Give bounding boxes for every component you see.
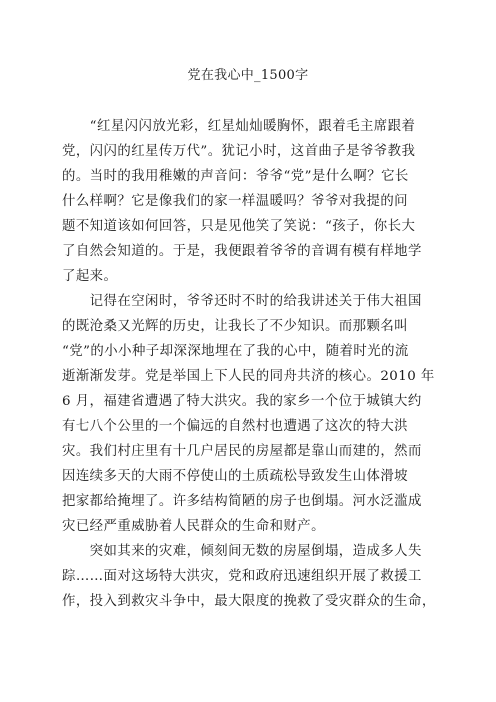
paragraph-line: 有七八个公里的一个偏远的自然村也遭遇了这次的特大洪 <box>62 419 409 434</box>
paragraph-line: “红星闪闪放光彩，红星灿灿暖胸怀，跟着毛主席跟着 <box>62 119 416 134</box>
paragraph-line: 突如其来的灾难，倾刻间无数的房屋倒塌，造成多人失 <box>62 544 422 559</box>
paragraph-line: 了自然会知道的。于是，我便跟着爷爷的音调有模有样地学 <box>62 244 422 259</box>
paragraph-line: 记得在空闲时，爷爷还时不时的给我讲述关于伟大祖国 <box>62 294 422 309</box>
paragraph-line: 逝渐渐发芽。党是举国上下人民的同舟共济的核心。2010 年 <box>62 369 435 384</box>
paragraph-line: 6 月，福建省遭遇了特大洪灾。我的家乡一个位于城镇大约 <box>62 394 422 409</box>
paragraph-line: 的既沧桑又光辉的历史，让我长了不少知识。而那颗名叫 <box>62 319 409 334</box>
paragraph-line: 踪……面对这场特大洪灾，党和政府迅速组织开展了救援工 <box>62 569 422 584</box>
paragraph-line: “党”的小小种子却深深地埋在了我的心中，随着时光的流 <box>62 344 409 359</box>
paragraph-line: 题不知道该如何回答，只是见他笑了笑说：“孩子，你长大 <box>62 219 416 234</box>
paragraph-line: 了起来。 <box>62 269 118 284</box>
paragraph-line: 什么样啊？它是像我们的家一样温暖吗？爷爷对我提的问 <box>62 194 409 209</box>
paragraph-line: 把家都给掩埋了。许多结构简陋的房子也倒塌。河水泛滥成 <box>62 494 422 509</box>
paragraph-line: 作，投入到救灾斗争中，最大限度的挽救了受灾群众的生命， <box>62 594 436 609</box>
paragraph-line: 的。当时的我用稚嫩的声音问：爷爷“党”是什么啊？它长 <box>62 169 409 184</box>
document-title: 党在我心中_1500字 <box>187 68 309 83</box>
paragraph-line: 灾已经严重威胁着人民群众的生命和财产。 <box>62 519 325 534</box>
paragraph-line: 灾。我们村庄里有十几户居民的房屋都是靠山而建的，然而 <box>62 444 422 459</box>
paragraph-line: 因连续多天的大雨不停使山的土质疏松导致发生山体滑坡 <box>62 469 409 484</box>
paragraph-line: 党，闪闪的红星传万代”。犹记小时，这首曲子是爷爷教我 <box>62 144 416 159</box>
